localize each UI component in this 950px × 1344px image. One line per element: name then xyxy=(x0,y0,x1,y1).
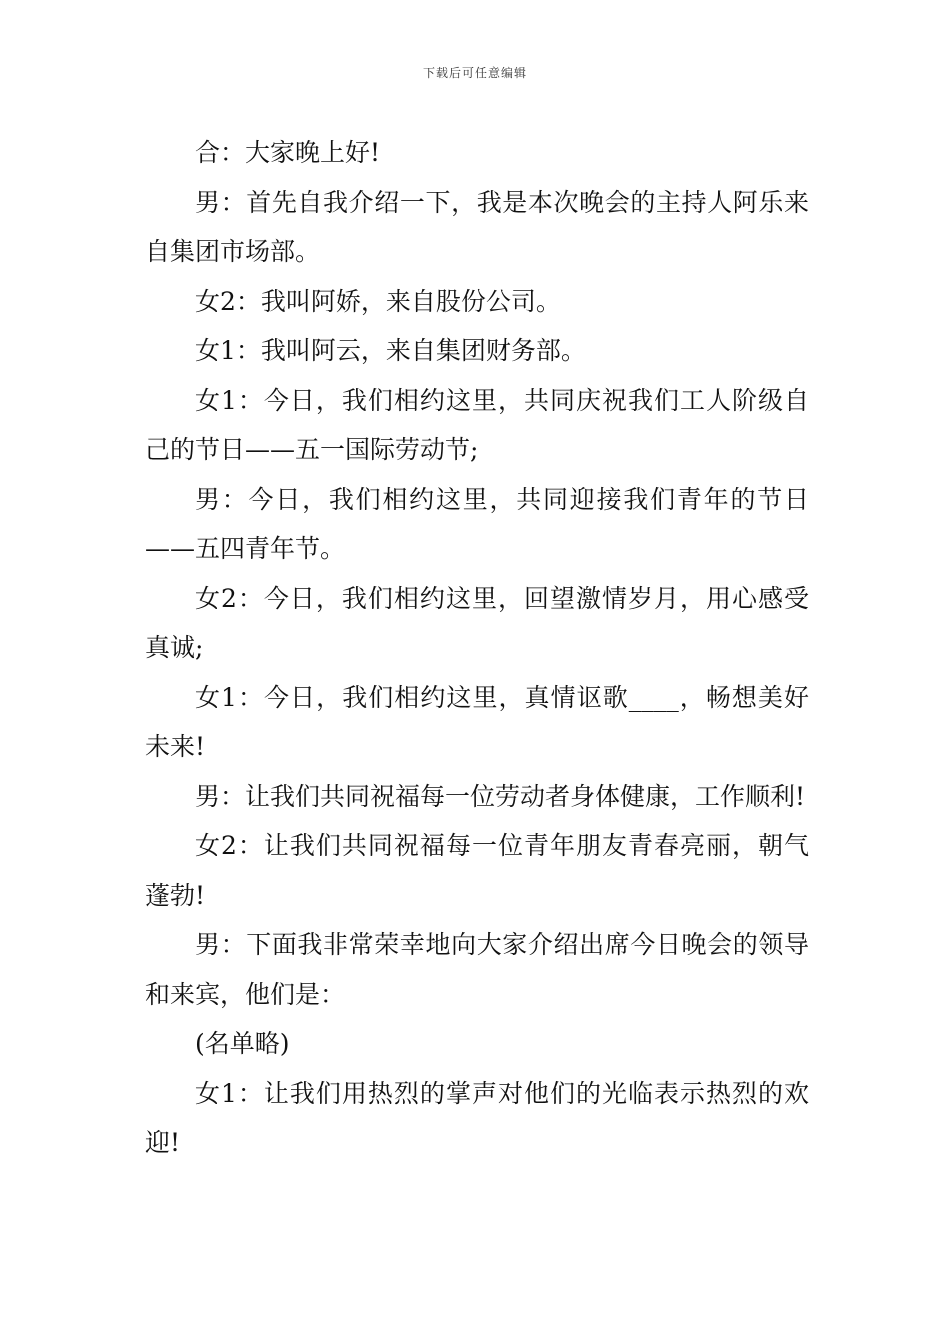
paragraph-7: 女2：今日，我们相约这里，回望激情岁月，用心感受真诚; xyxy=(145,583,809,662)
paragraph-1: 合：大家晚上好! xyxy=(195,138,381,167)
document-body xyxy=(145,128,809,1168)
paragraph-2: 男：首先自我介绍一下，我是本次晚会的主持人阿乐来自集团市场部。 xyxy=(145,187,809,266)
paragraph-13: 女1：让我们用热烈的掌声对他们的光临表示热烈的欢迎! xyxy=(145,1078,809,1157)
paragraph-6: 男：今日，我们相约这里，共同迎接我们青年的节日——五四青年节。 xyxy=(145,484,809,563)
paragraph-12: (名单略) xyxy=(195,1029,290,1058)
paragraph-11: 男：下面我非常荣幸地向大家介绍出席今日晚会的领导和来宾，他们是： xyxy=(145,930,809,1009)
paragraph-3: 女2：我叫阿娇，来自股份公司。 xyxy=(195,286,561,316)
page-header-note: 下载后可任意编辑 xyxy=(422,66,527,80)
paragraph-4: 女1：我叫阿云，来自集团财务部。 xyxy=(195,336,586,365)
paragraph-9: 男：让我们共同祝福每一位劳动者身体健康，工作顺利! xyxy=(195,781,806,811)
paragraph-10: 女2：让我们共同祝福每一位青年朋友青春亮丽，朝气蓬勃! xyxy=(145,831,809,910)
paragraph-5: 女1：今日，我们相约这里，共同庆祝我们工人阶级自己的节日——五一国际劳动节; xyxy=(145,385,809,464)
paragraph-8: 女1：今日，我们相约这里，真情讴歌____，畅想美好未来! xyxy=(145,682,809,761)
